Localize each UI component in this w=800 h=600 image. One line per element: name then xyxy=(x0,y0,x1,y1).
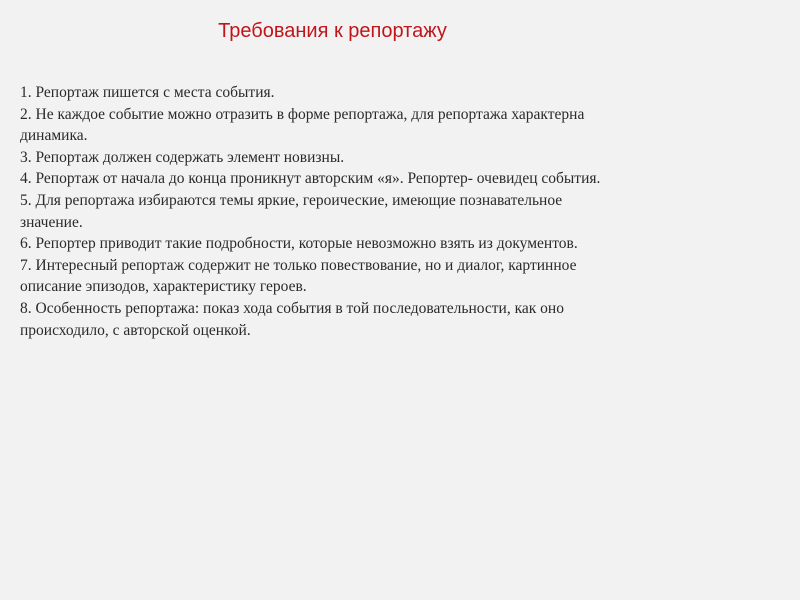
text-line: 7. Интересный репортаж содержит не только повествование, но и диалог, картинное xyxy=(20,256,577,274)
text-line: 2. Не каждое событие можно отразить в форме репортажа, для репортажа характерна xyxy=(20,105,585,123)
text-line: 6. Репортер приводит такие подробности, которые невозможно взять из документов. xyxy=(20,235,578,253)
slide-title: Требования к репортажу xyxy=(218,20,447,42)
text-line: динамика. xyxy=(20,127,88,145)
text-line: 3. Репортаж должен содержать элемент новизны. xyxy=(20,148,345,166)
text-line: 5. Для репортажа избираются темы яркие, героические, имеющие познавательное xyxy=(20,191,563,209)
requirements-list xyxy=(20,82,780,341)
text-line: значение. xyxy=(20,213,83,231)
text-line: описание эпизодов, характеристику героев. xyxy=(20,278,307,296)
text-line: 8. Особенность репортажа: показ хода события в той последовательности, как оно xyxy=(20,299,564,317)
text-line: 4. Репортаж от начала до конца проникнут авторским «я». Репортер- очевидец события. xyxy=(20,170,601,188)
text-line: 1. Репортаж пишется с места события. xyxy=(20,84,275,101)
text-line: происходило, с авторской оценкой. xyxy=(20,321,251,339)
